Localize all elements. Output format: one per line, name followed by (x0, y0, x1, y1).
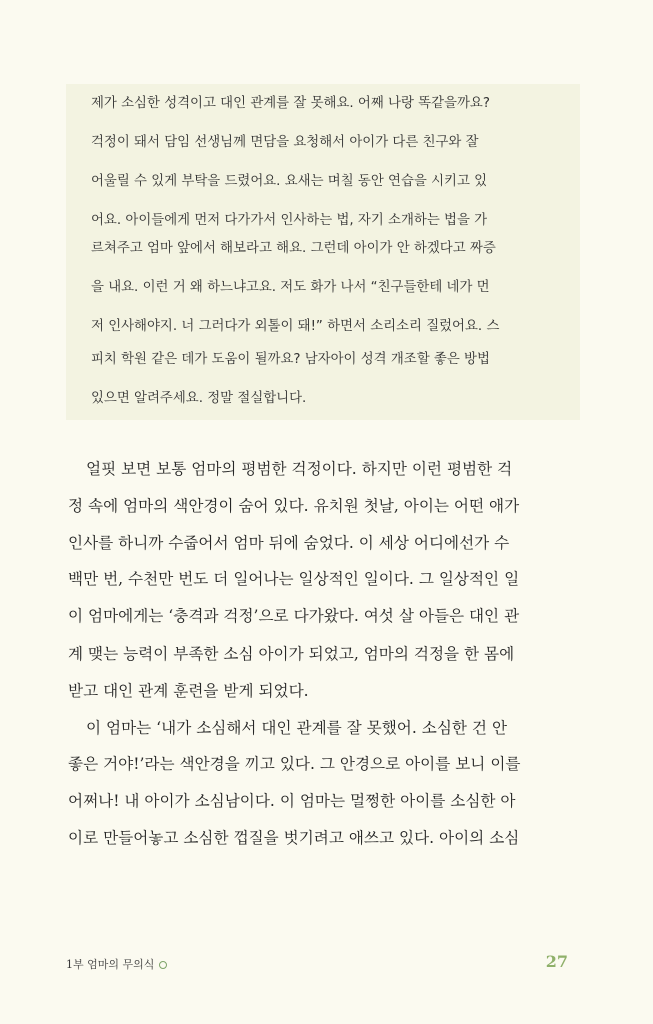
running-footer (66, 956, 167, 972)
body-line: 받고 대인 관계 훈련을 받게 되었다. (68, 682, 309, 700)
quote-line: 있으면 알려주세요. 정말 절실합니다. (91, 391, 307, 406)
body-line: 얼핏 보면 보통 엄마의 평범한 걱정이다. 하지만 이런 평범한 걱 (86, 460, 513, 478)
body-line: 이 엄마는 ‘내가 소심해서 대인 관계를 잘 못했어. 소심한 건 안 (86, 719, 508, 737)
circle-icon (159, 961, 167, 969)
page-number: 27 (545, 952, 568, 971)
body-line: 이로 만들어놓고 소심한 껍질을 벗기려고 애쓰고 있다. 아이의 소심 (68, 829, 520, 847)
quote-line: 저 인사해야지. 너 그러다가 외톨이 돼!” 하면서 소리소리 질렀어요. 스 (91, 319, 500, 334)
section-title: 1부 엄마의 무의식 (66, 958, 155, 971)
body-line: 좋은 거야!’라는 색안경을 끼고 있다. 그 안경으로 아이를 보니 이를 (68, 755, 521, 773)
quote-line: 어요. 아이들에게 먼저 다가가서 인사하는 법, 자기 소개하는 법을 가 (91, 213, 488, 228)
quote-line: 르쳐주고 엄마 앞에서 해보라고 해요. 그런데 아이가 안 하겠다고 짜증 (91, 241, 496, 256)
body-line: 정 속에 엄마의 색안경이 숨어 있다. 유치원 첫날, 아이는 어떤 애가 (68, 497, 520, 515)
quote-line: 걱정이 돼서 담임 선생님께 면담을 요청해서 아이가 다른 친구와 잘 (91, 135, 479, 150)
body-line: 이 엄마에게는 ‘충격과 걱정’으로 다가왔다. 여섯 살 아들은 대인 관 (68, 607, 520, 625)
quote-line: 제가 소심한 성격이고 대인 관계를 잘 못해요. 어째 나랑 똑같을까요? (91, 96, 490, 111)
body-line: 계 맺는 능력이 부족한 소심 아이가 되었고, 엄마의 걱정을 한 몸에 (68, 645, 515, 663)
quote-line: 피치 학원 같은 데가 도움이 될까요? 남자아이 성격 개조할 좋은 방법 (91, 352, 490, 367)
body-line: 인사를 하니까 수줍어서 엄마 뒤에 숨었다. 이 세상 어디에선가 수 (68, 534, 510, 552)
quote-line: 어울릴 수 있게 부탁을 드렸어요. 요새는 며칠 동안 연습을 시키고 있 (91, 174, 488, 189)
quote-line: 을 내요. 이런 거 왜 하느냐고요. 저도 화가 나서 “친구들한테 네가 먼 (91, 280, 490, 295)
body-line: 어쩌나! 내 아이가 소심남이다. 이 엄마는 멀쩡한 아이를 소심한 아 (68, 792, 516, 810)
body-line: 백만 번, 수천만 번도 더 일어나는 일상적인 일이다. 그 일상적인 일 (68, 570, 520, 588)
